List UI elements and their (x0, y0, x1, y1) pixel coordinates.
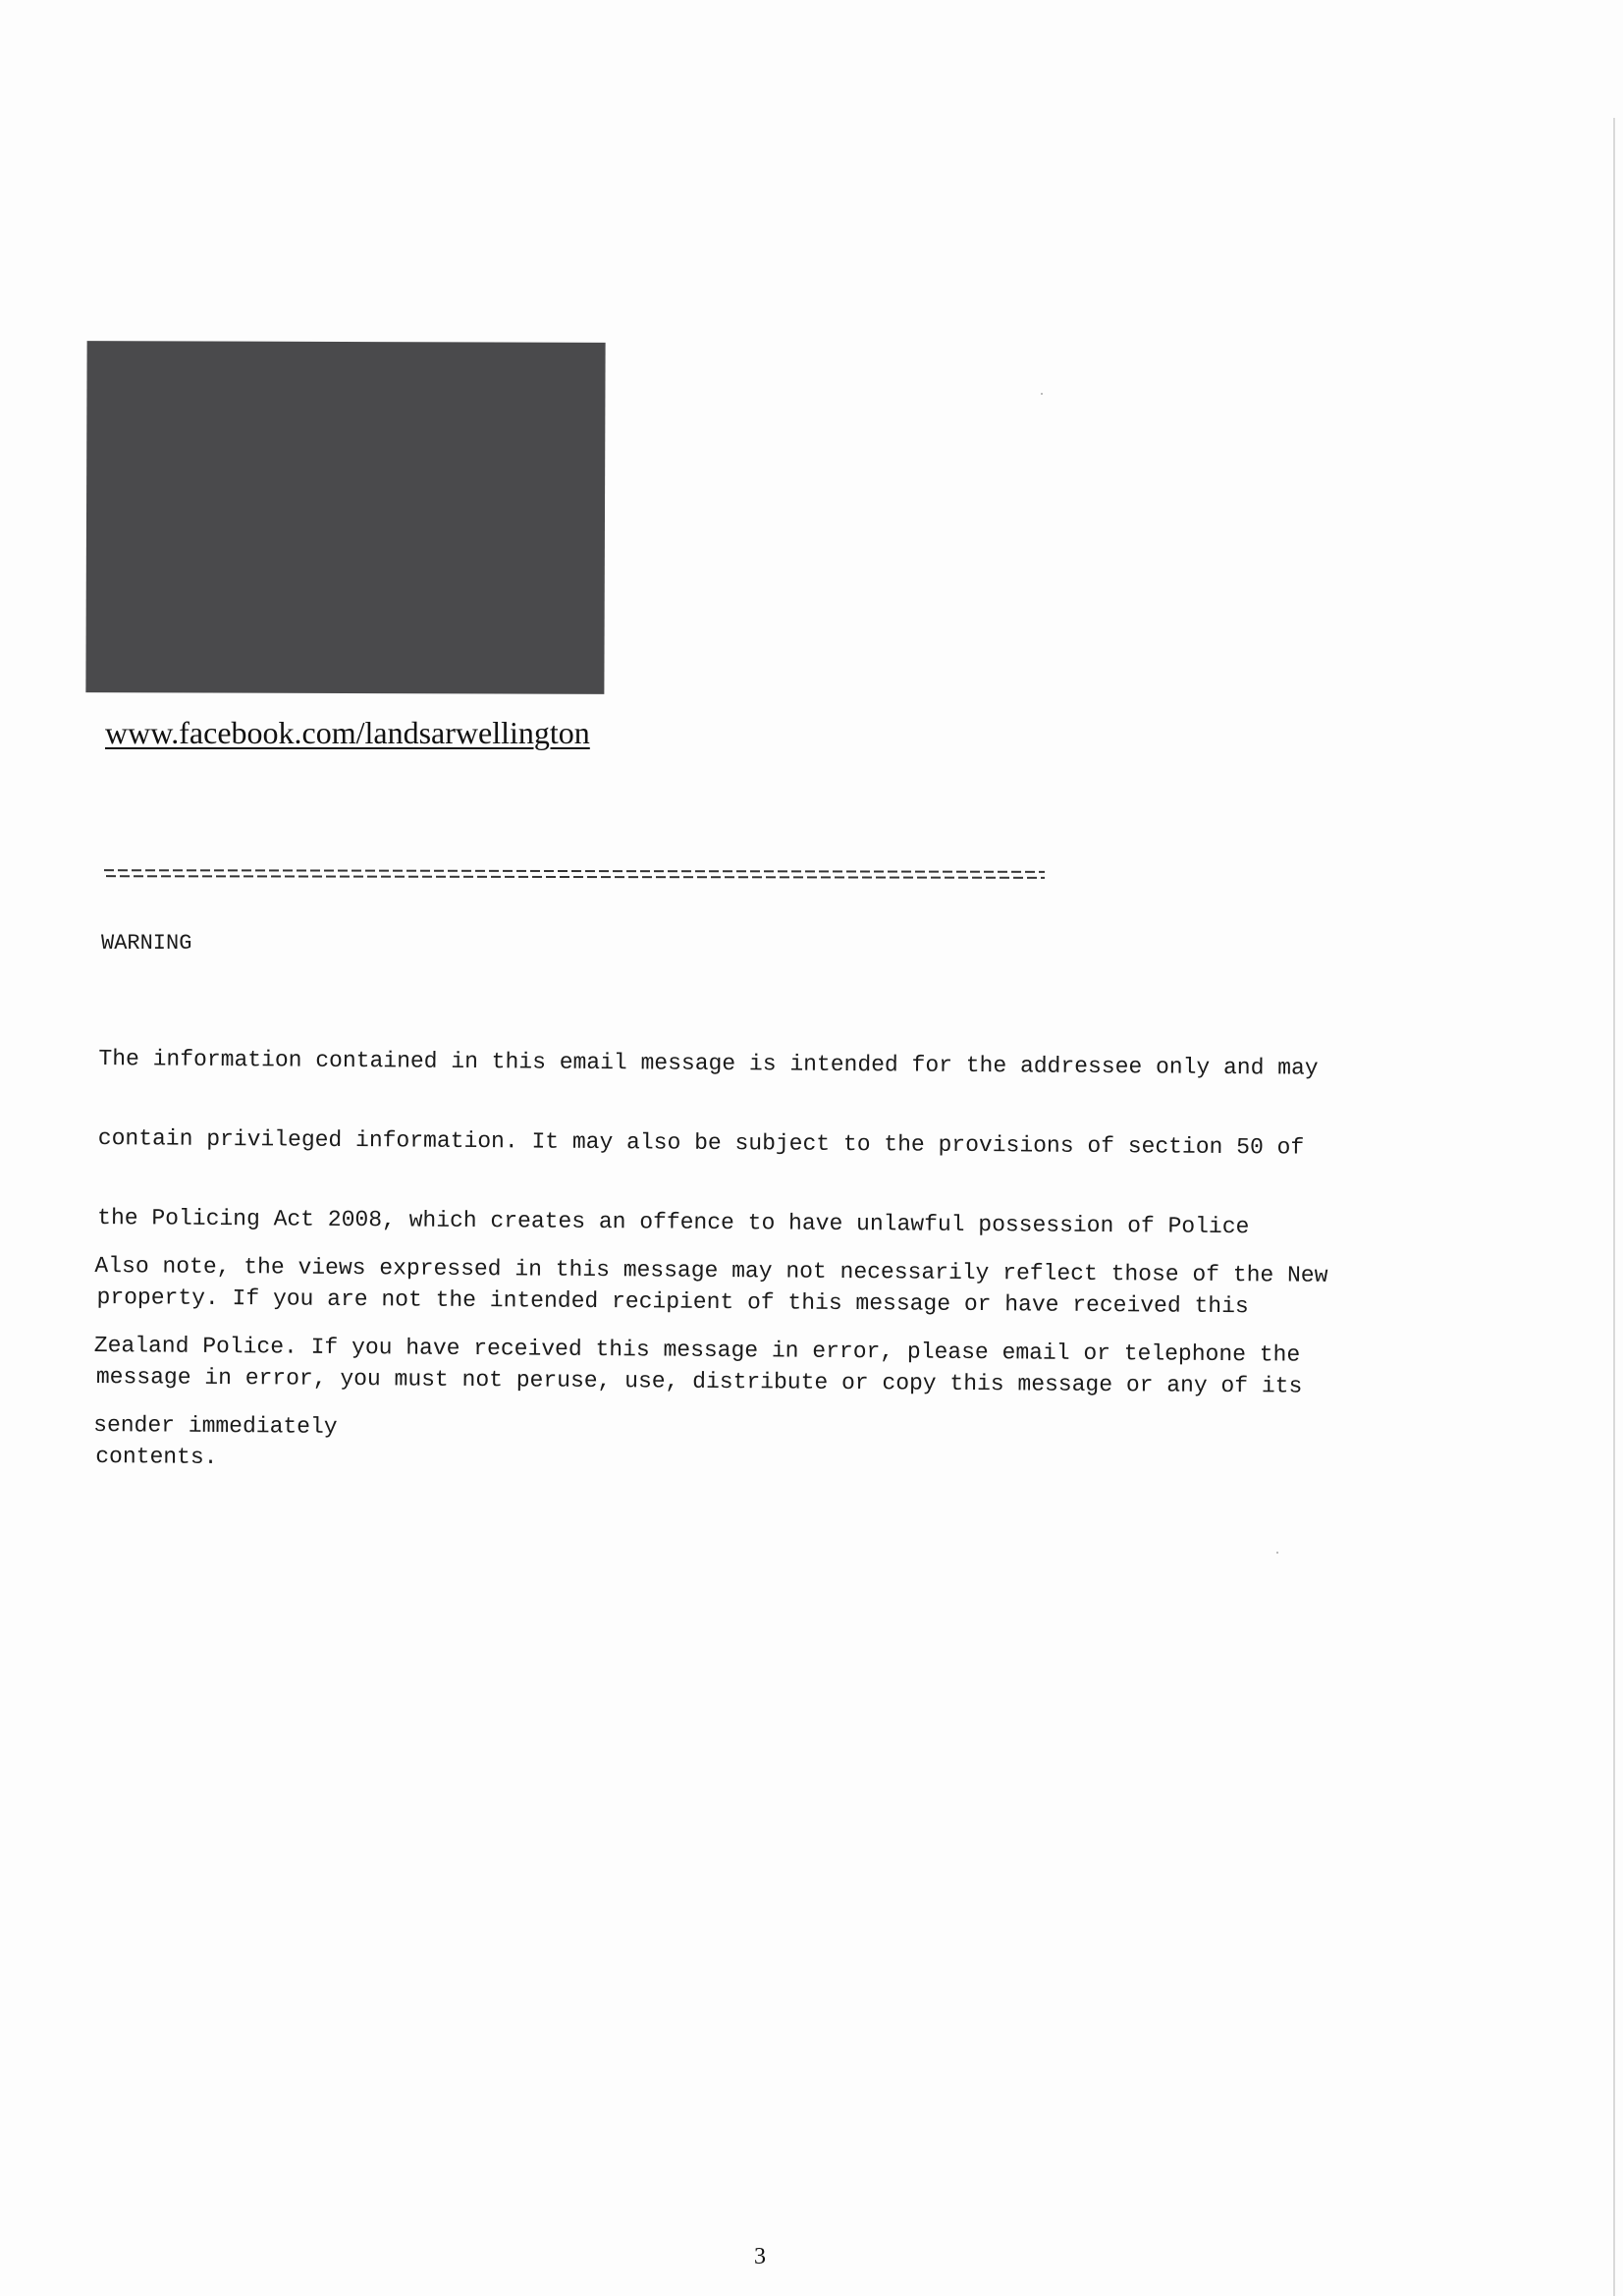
redacted-image-block (85, 341, 605, 694)
paragraph-line: message in error, you must not peruse, use, distribute or copy this message or any of its (95, 1363, 1303, 1399)
paragraph-line: Zealand Police. If you have received this message in error, please email or telephone the (93, 1332, 1301, 1368)
paragraph-line: property. If you are not the intended recipient of this message or have received this (96, 1284, 1249, 1320)
warning-heading: WARNING (101, 931, 192, 956)
scan-speck (1276, 1552, 1278, 1554)
scan-speck (1041, 393, 1043, 395)
separator-rule (104, 867, 1045, 881)
facebook-link[interactable]: www.facebook.com/landsarwellington (105, 715, 590, 750)
paragraph-line: the Policing Act 2008, which creates an offence to have unlawful possession of Police (97, 1204, 1250, 1240)
scan-page-edge (1613, 118, 1615, 2296)
paragraph-line: contain privileged information. It may also be subject to the provisions of section 50 of (97, 1124, 1305, 1161)
page-number: 3 (754, 2244, 766, 2269)
paragraph-line: contents. (95, 1443, 218, 1470)
warning-paragraph-2 (93, 1200, 1328, 1475)
paragraph-line: The information contained in this email message is intended for the addressee only and may (98, 1045, 1319, 1081)
paragraph-line: Also note, the views expressed in this message may not necessarily reflect those of the New (94, 1252, 1328, 1288)
paragraph-line: sender immediately (93, 1411, 338, 1440)
